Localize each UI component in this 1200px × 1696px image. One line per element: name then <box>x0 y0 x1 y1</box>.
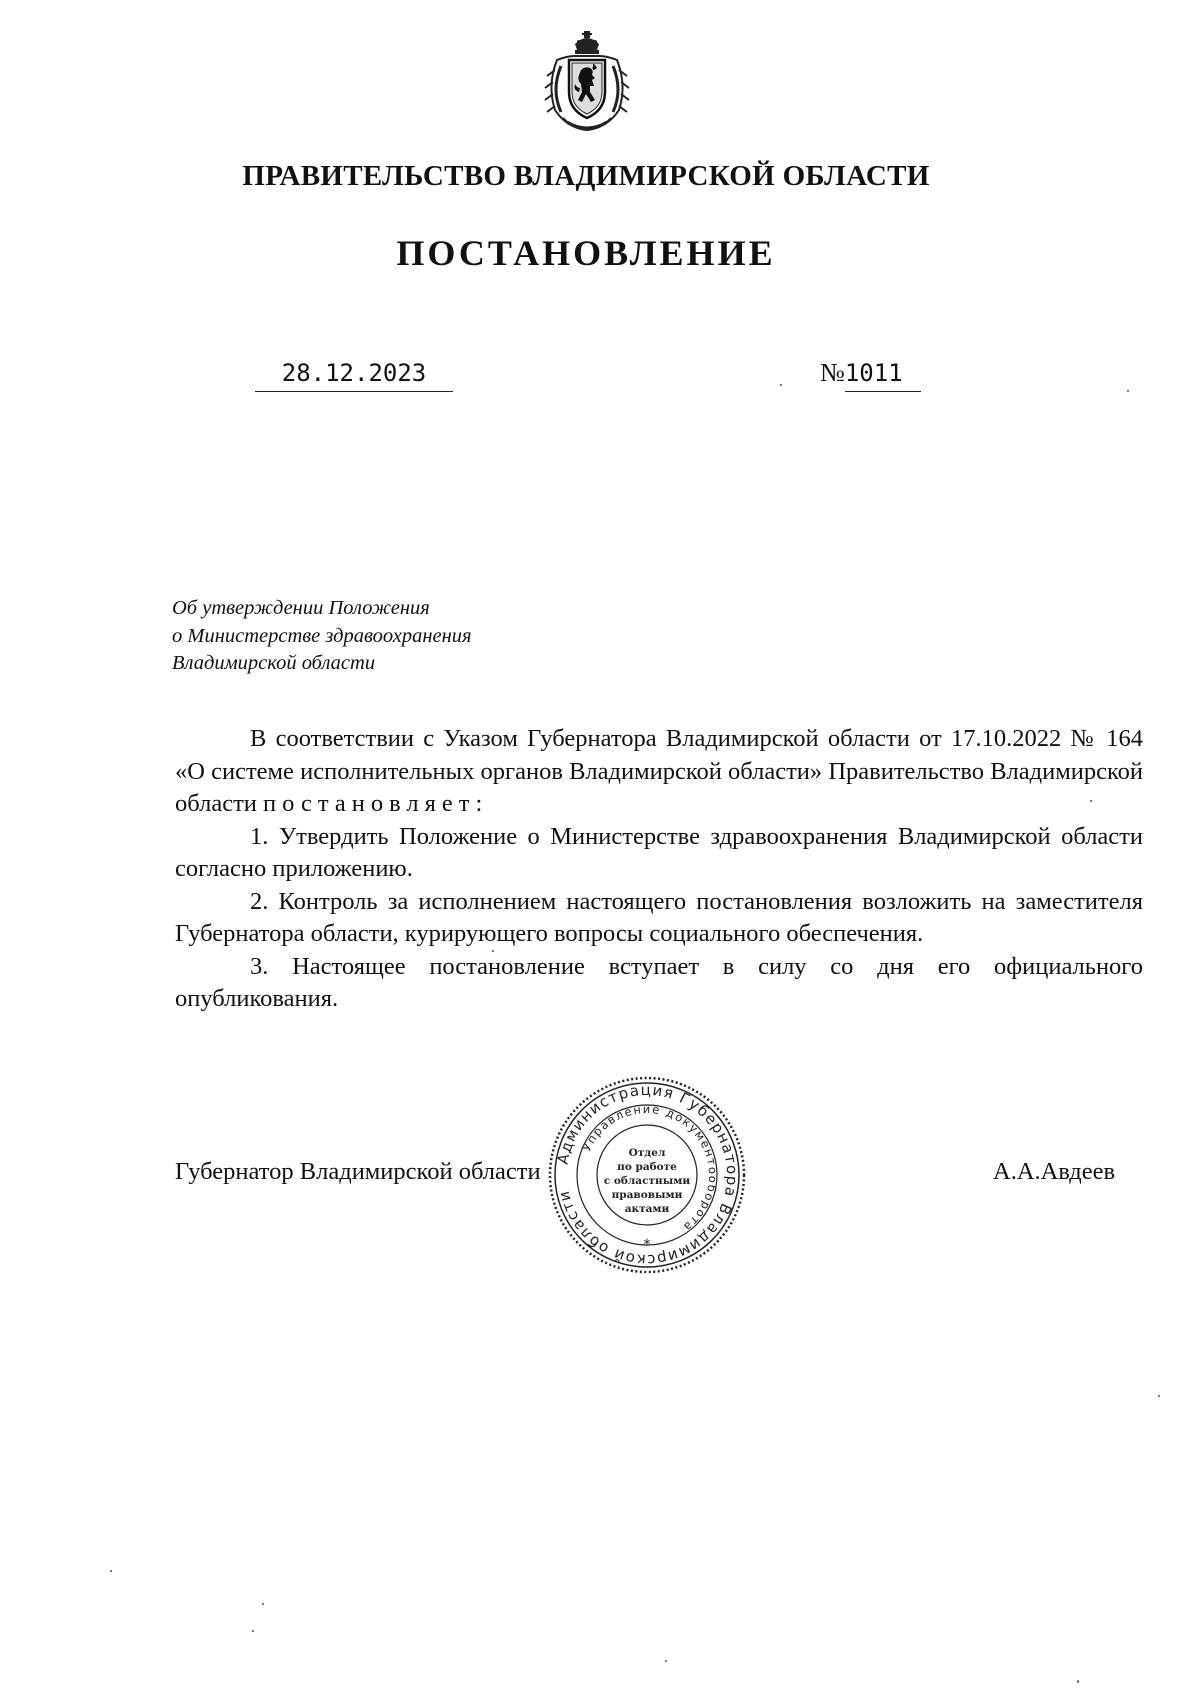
document-type-heading: ПОСТАНОВЛЕНИЕ <box>396 233 776 273</box>
stamp-center-line: актами <box>624 1203 670 1215</box>
scan-speck <box>780 384 782 386</box>
scan-speck <box>1158 1395 1160 1397</box>
scan-speck <box>492 950 494 952</box>
signatory-title: Губернатор Владимирской области <box>175 1158 541 1185</box>
official-stamp <box>547 1075 747 1275</box>
preamble-text: В соответствии с Указом Губернатора Владимирской области от 17.10.2022 № 164 «О системе исполнительных органов Владимирской области» Правительство Владимирской области <box>175 725 1143 817</box>
document-subject <box>172 595 472 678</box>
scan-speck <box>1127 390 1129 392</box>
subject-line: Владимирской области <box>172 652 376 674</box>
subject-line: о Министерстве здравоохранения <box>172 624 472 647</box>
organization-title: ПРАВИТЕЛЬСТВО ВЛАДИМИРСКОЙ ОБЛАСТИ <box>242 160 930 192</box>
subject-line: Об утверждении Положения <box>172 597 430 619</box>
stamp-center-line: с областными <box>603 1175 691 1187</box>
stamp-outer-text: Администрация Губернатора Владимирской области <box>553 1080 742 1270</box>
scan-speck <box>110 1570 112 1572</box>
stamp-star: * <box>643 1237 651 1253</box>
stamp-center-line: Отдел <box>628 1147 666 1159</box>
scan-speck <box>1090 800 1092 802</box>
preamble-paragraph <box>175 723 1143 821</box>
scan-speck <box>252 1630 254 1632</box>
stamp-center-line: правовыми <box>611 1189 683 1201</box>
document-number-block <box>820 355 921 391</box>
scan-speck <box>262 1603 264 1605</box>
decree-item: 1. Утвердить Положение о Министерстве здравоохранения Владимирской области согласно приложению. <box>175 822 1143 882</box>
document-body <box>175 723 1143 1016</box>
coat-of-arms-emblem <box>537 30 637 135</box>
scan-speck <box>665 1660 667 1662</box>
document-number: 1011 <box>845 355 921 392</box>
signatory-name: А.А.Авдеев <box>993 1158 1116 1185</box>
stamp-center-line: по работе <box>617 1161 677 1173</box>
decree-item: 3. Настоящее постановление вступает в силу со дня его официального опубликования. <box>175 952 1143 1012</box>
number-sign: № <box>820 358 845 387</box>
document-date: 28.12.2023 <box>255 355 453 392</box>
stamp-inner-text: Управление документооборота <box>579 1101 721 1236</box>
scan-speck <box>1077 1680 1079 1683</box>
decree-word: постановляет: <box>263 790 489 817</box>
decree-item: 2. Контроль за исполнением настоящего постановления возложить на заместителя Губернатора области, курирующего вопросы социального обеспечения. <box>175 887 1143 947</box>
